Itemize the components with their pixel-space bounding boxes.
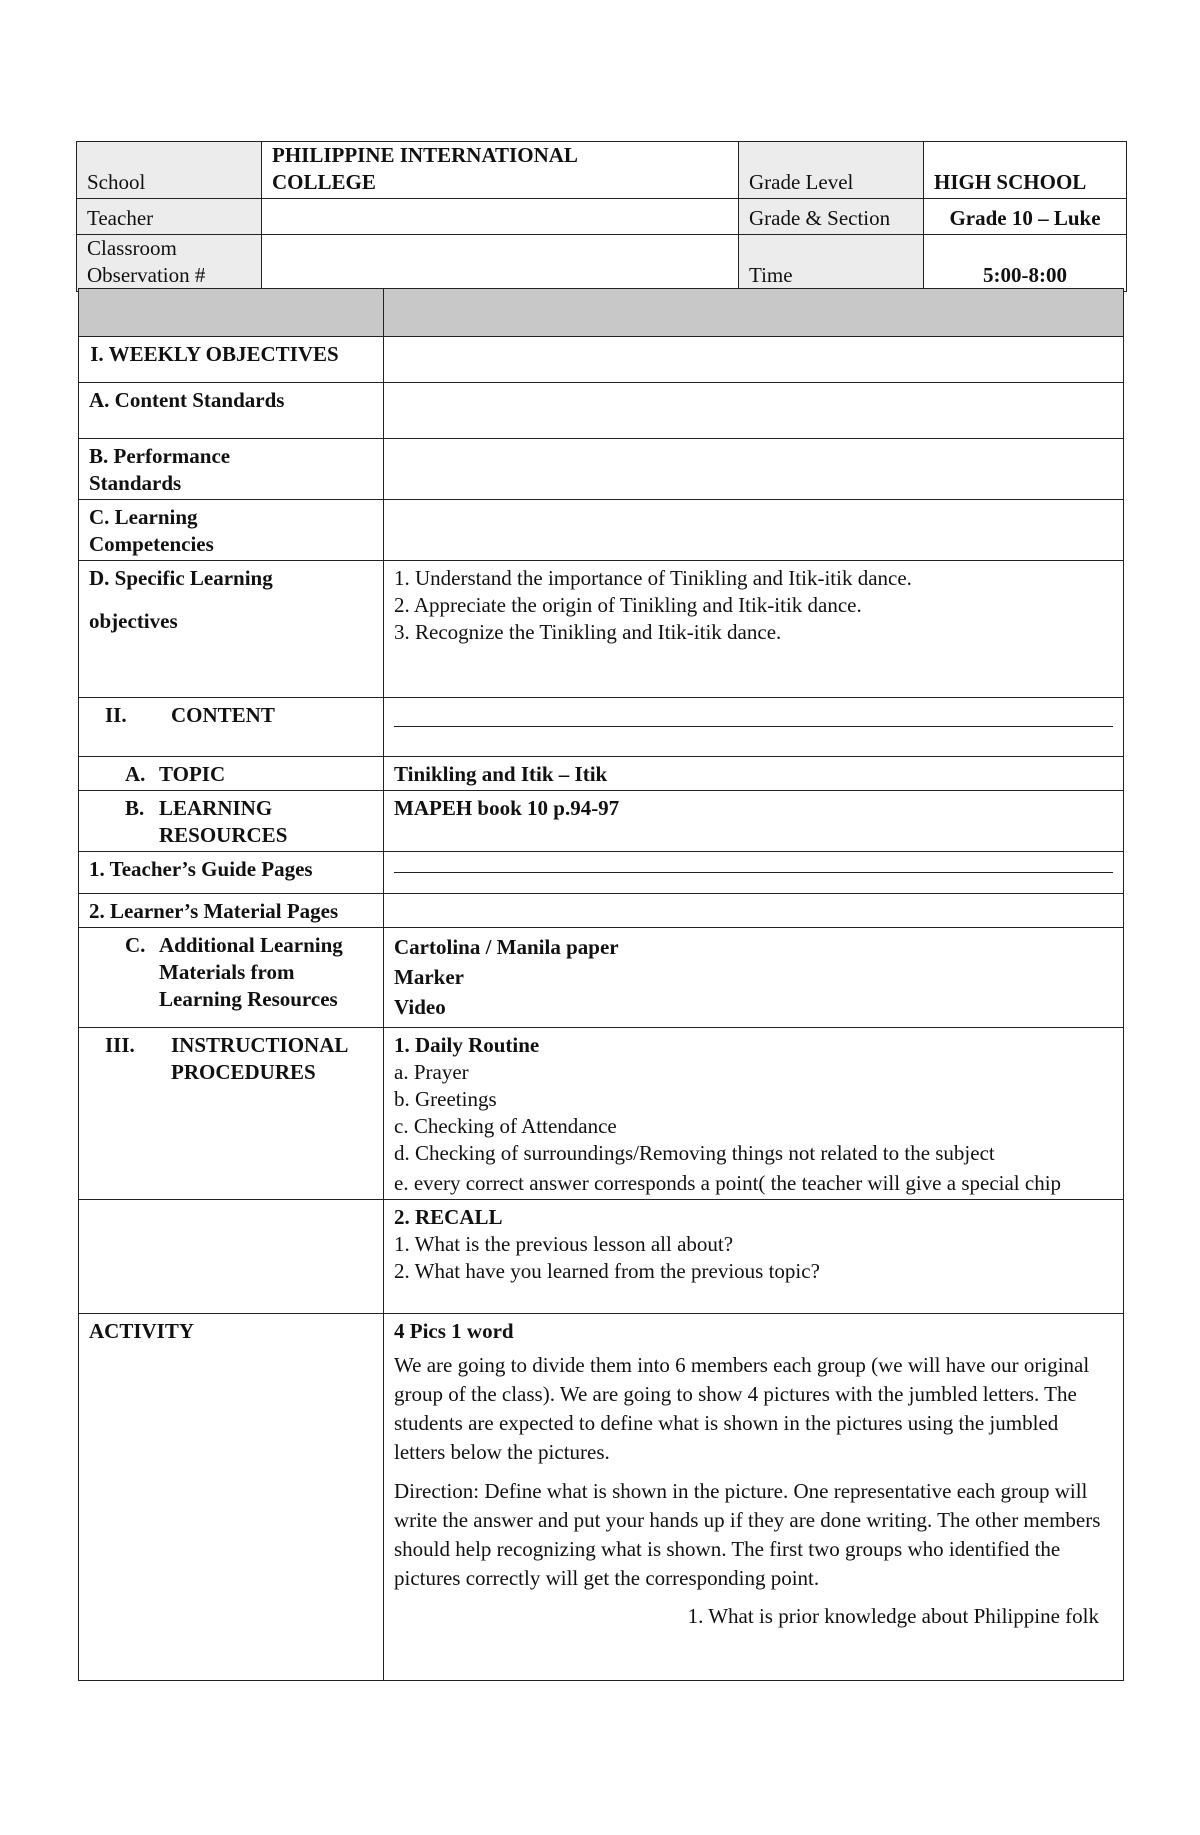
objective-item: 2. Appreciate the origin of Tinikling and Itik-itik dance. [394,593,862,617]
activity-cell [384,1314,1124,1681]
learning-resources-row [79,791,1124,852]
additional-materials-line2: Materials from [159,960,295,984]
material-item: Cartolina / Manila paper [394,935,619,959]
weekly-objectives-label [79,337,384,383]
additional-materials-value [384,928,1124,1028]
learners-material-label: 2. Learner’s Material Pages [79,894,384,928]
content-underline [394,716,1113,727]
instructional-procedures-row [79,1028,1124,1200]
learning-competencies-value [384,500,1124,561]
daily-routine-title: 1. Daily Routine [394,1033,540,1057]
grade-level-label: Grade Level [739,142,924,199]
table-header-row [79,289,1124,337]
teachers-guide-underline [394,856,1113,873]
header-table [76,141,1127,292]
learning-competencies-label [79,500,384,561]
recall-row [79,1200,1124,1314]
learning-competencies-row [79,500,1124,561]
material-item: Marker [394,965,464,989]
specific-objectives-row [79,561,1124,698]
content-value [384,698,1124,757]
school-value-line1: PHILIPPINE INTERNATIONAL [272,143,578,167]
school-value [262,142,739,199]
weekly-objectives-text: WEEKLY OBJECTIVES [108,342,339,366]
learning-resources-label [79,791,384,852]
learning-competencies-line1: C. Learning [89,505,198,529]
learning-competencies-line2: Competencies [89,532,214,556]
learners-material-row [79,894,1124,928]
activity-row [79,1314,1124,1681]
instructional-procedures-label [79,1028,384,1200]
objective-item: 1. Understand the importance of Tinikling and Itik-itik dance. [394,566,912,590]
teacher-label: Teacher [77,199,262,235]
routine-item: e. every correct answer corresponds a point( the teacher will give a special chip [394,1171,1062,1195]
instructional-procedures-line1: INSTRUCTIONAL [171,1033,349,1057]
performance-standards-row [79,439,1124,500]
specific-objectives-value [384,561,1124,698]
learning-resources-value: MAPEH book 10 p.94-97 [384,791,1124,852]
recall-label [79,1200,384,1314]
specific-objectives-line2: objectives [89,609,178,633]
daily-routine-cell [384,1028,1124,1200]
additional-materials-line1: Additional Learning [159,933,343,957]
recall-cell [384,1200,1124,1314]
recall-item: 2. What have you learned from the previous topic? [394,1259,820,1283]
topic-letter: A. [125,762,146,786]
teachers-guide-value [384,852,1124,894]
learning-resources-letter: B. [125,796,145,820]
learning-resources-line1: LEARNING [159,796,273,820]
routine-item: b. Greetings [394,1087,497,1111]
content-row [79,698,1124,757]
activity-label: ACTIVITY [79,1314,384,1681]
topic-row [79,757,1124,791]
additional-materials-letter: C. [125,933,146,957]
observation-label [77,235,262,292]
grade-section-label: Grade & Section [739,199,924,235]
activity-paragraph-2: Direction: Define what is shown in the picture. One representative each group will write the answer and put your hands up if they are done writing. The other members should help recognizing what is shown. The first two groups who identified the pictures correctly will get the corresponding point. [394,1479,1101,1590]
grade-level-value: HIGH SCHOOL [924,142,1127,199]
learning-resources-line2: RESOURCES [159,823,288,847]
content-standards-label: A. Content Standards [79,383,384,439]
specific-objectives-label [79,561,384,698]
header-cell-left [79,289,384,337]
content-text: CONTENT [171,703,275,727]
activity-paragraph-1: We are going to divide them into 6 members each group (we will have our original group of the class). We are going to show 4 pictures with the jumbled letters. The students are expected to define what is shown in the pictures using the jumbled letters below the pictures. [394,1353,1090,1464]
header-cell-right [384,289,1124,337]
lesson-plan-table [78,288,1124,1681]
recall-item: 1. What is the previous lesson all about? [394,1232,734,1256]
instructional-procedures-line2: PROCEDURES [171,1060,316,1084]
teachers-guide-label: 1. Teacher’s Guide Pages [79,852,384,894]
routine-item: d. Checking of surroundings/Removing things not related to the subject [394,1141,995,1165]
performance-standards-line1: B. Performance [89,444,231,468]
topic-label [79,757,384,791]
routine-item: a. Prayer [394,1060,469,1084]
content-standards-row [79,383,1124,439]
performance-standards-label [79,439,384,500]
content-num: II. [105,703,127,727]
observation-label-line1: Classroom [87,236,177,260]
weekly-objectives-row [79,337,1124,383]
objective-item: 3. Recognize the Tinikling and Itik-itik dance. [394,620,782,644]
observation-label-line2: Observation # [87,263,206,287]
activity-question: 1. What is prior knowledge about Philippine folk [687,1604,1099,1628]
time-label: Time [739,235,924,292]
additional-materials-line3: Learning Resources [159,987,338,1011]
activity-title: 4 Pics 1 word [394,1319,514,1343]
time-value: 5:00-8:00 [924,235,1127,292]
teachers-guide-row [79,852,1124,894]
observation-value [262,235,739,292]
school-value-line2: COLLEGE [272,170,376,194]
performance-standards-value [384,439,1124,500]
grade-section-value: Grade 10 – Luke [924,199,1127,235]
routine-item: c. Checking of Attendance [394,1114,617,1138]
content-standards-value [384,383,1124,439]
recall-title: 2. RECALL [394,1205,503,1229]
performance-standards-line2: Standards [89,471,182,495]
additional-materials-row [79,928,1124,1028]
teacher-value [262,199,739,235]
content-label [79,698,384,757]
weekly-objectives-num: I. [90,342,104,366]
topic-text: TOPIC [159,762,226,786]
additional-materials-label [79,928,384,1028]
weekly-objectives-value [384,337,1124,383]
school-label: School [77,142,262,199]
material-item: Video [394,995,446,1019]
instructional-procedures-num: III. [105,1033,135,1057]
topic-value: Tinikling and Itik – Itik [384,757,1124,791]
learners-material-value [384,894,1124,928]
specific-objectives-line1: D. Specific Learning [89,566,273,590]
